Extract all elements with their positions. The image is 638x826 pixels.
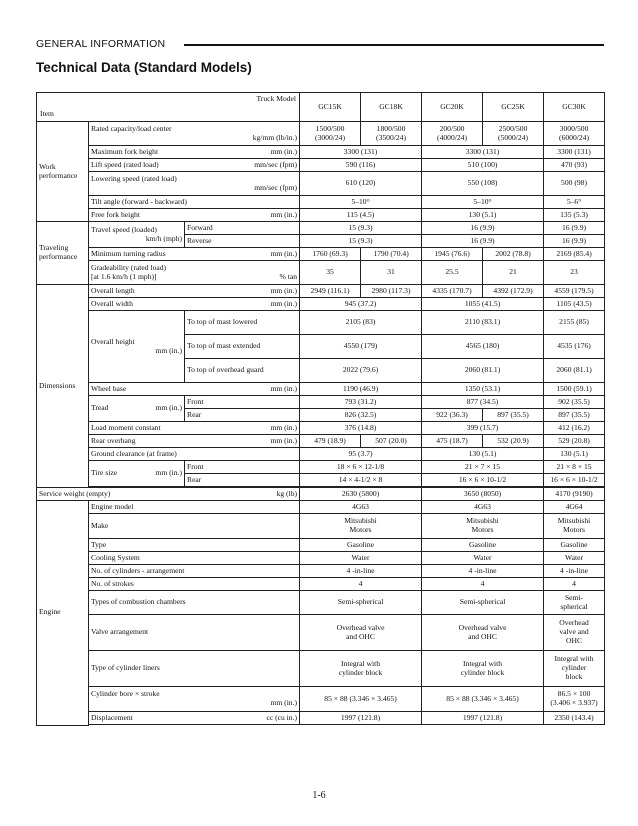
cell: 18 × 6 × 12-1/8 xyxy=(300,461,422,474)
table-row xyxy=(37,196,605,209)
row-label: Displacement cc (cu in.) xyxy=(89,712,300,725)
cell: 877 (34.5) xyxy=(422,396,544,409)
table-row xyxy=(37,435,605,448)
row-label: Types of combustion chambers xyxy=(89,591,300,615)
cell: 2060 (81.1) xyxy=(422,359,544,383)
cell: 529 (20.8) xyxy=(544,435,605,448)
row-label: Travel speed (loaded) km/h (mph) xyxy=(89,222,185,248)
cell: Water xyxy=(544,552,605,565)
table-row xyxy=(37,552,605,565)
section-header xyxy=(36,36,604,54)
row-label: Ground clearance (at frame) xyxy=(89,448,300,461)
row-label: Valve arrangement xyxy=(89,615,300,651)
cell: 4 xyxy=(422,578,544,591)
cell: Mitsubishi Motors xyxy=(422,514,544,539)
cell: 2949 (116.1) xyxy=(300,285,361,298)
spacer-cell xyxy=(89,725,605,726)
page-number: 1-6 xyxy=(312,790,326,801)
cell: 1500/500 (3000/24) xyxy=(300,122,361,146)
row-label: Engine model xyxy=(89,501,300,514)
cell: 86.5 × 100 (3.406 × 3.937) xyxy=(544,687,605,712)
table-row xyxy=(37,311,605,335)
cell: 4535 (176) xyxy=(544,335,605,359)
group-engine: Engine xyxy=(37,501,89,726)
cell: 2002 (78.8) xyxy=(483,248,544,261)
cell: Semi-spherical xyxy=(422,591,544,615)
table-row xyxy=(37,422,605,435)
sub-label: To top of overhead guard xyxy=(185,359,300,383)
table-row xyxy=(37,248,605,261)
cell: 550 (108) xyxy=(422,172,544,196)
cell: 2980 (117.3) xyxy=(361,285,422,298)
cell: 1190 (46.9) xyxy=(300,383,422,396)
cell: 4392 (172.9) xyxy=(483,285,544,298)
table-row xyxy=(37,172,605,196)
sub-label: Rear xyxy=(185,409,300,422)
cell: Integral with cylinder block xyxy=(422,651,544,687)
cell: 902 (35.5) xyxy=(544,396,605,409)
sub-label: Front xyxy=(185,396,300,409)
cell: 2022 (79.6) xyxy=(300,359,422,383)
table-row xyxy=(37,396,605,409)
cell: 4 xyxy=(544,578,605,591)
cell: 4G63 xyxy=(300,501,422,514)
cell: 479 (18.9) xyxy=(300,435,361,448)
cell: Mitsubishi Motors xyxy=(300,514,422,539)
cell: 130 (5.1) xyxy=(422,448,544,461)
section-rule xyxy=(184,44,604,46)
table-row xyxy=(37,261,605,285)
cell: 4 -in-line xyxy=(422,565,544,578)
cell: 1055 (41.5) xyxy=(422,298,544,311)
model-header: GC18K xyxy=(361,93,422,122)
cell: Overhead valve and OHC xyxy=(544,615,605,651)
cell: 4G64 xyxy=(544,501,605,514)
spec-table xyxy=(36,92,605,726)
cell: 23 xyxy=(544,261,605,285)
cell: Integral with cylinder block xyxy=(300,651,422,687)
cell: 4G63 xyxy=(422,501,544,514)
cell: 897 (35.5) xyxy=(483,409,544,422)
cell: 16 (9.9) xyxy=(544,235,605,248)
table-row xyxy=(37,488,605,501)
cell: Gasoline xyxy=(544,539,605,552)
row-label: No. of cylinders - arrangement xyxy=(89,565,300,578)
row-label: Overall width mm (in.) xyxy=(89,298,300,311)
row-label: Lift speed (rated load) mm/sec (fpm) xyxy=(89,159,300,172)
model-header: GC15K xyxy=(300,93,361,122)
cell: 1997 (121.8) xyxy=(300,712,422,725)
cell: 3650 (8050) xyxy=(422,488,544,501)
table-header-row xyxy=(37,93,605,122)
sub-label: To top of mast lowered xyxy=(185,311,300,335)
cell: 1945 (76.6) xyxy=(422,248,483,261)
row-label: Overall height mm (in.) xyxy=(89,311,185,383)
row-label: Make xyxy=(89,514,300,539)
row-label: Tire size mm (in.) xyxy=(89,461,185,487)
cell: Semi-spherical xyxy=(300,591,422,615)
table-row xyxy=(37,539,605,552)
row-label: Load moment constant mm (in.) xyxy=(89,422,300,435)
group-travel: Traveling performance xyxy=(37,222,89,285)
cell: Water xyxy=(300,552,422,565)
cell: 4 -in-line xyxy=(300,565,422,578)
cell: 4559 (179.5) xyxy=(544,285,605,298)
table-row xyxy=(37,122,605,146)
row-label: Lowering speed (rated load) mm/sec (fpm) xyxy=(89,172,300,196)
cell: 5–10° xyxy=(422,196,544,209)
cell: 2060 (81.1) xyxy=(544,359,605,383)
item-label: Item xyxy=(40,109,54,119)
row-label: Rated capacity/load center kg/mm (lb/in.) xyxy=(89,122,300,146)
table-row xyxy=(37,565,605,578)
cell: Gasoline xyxy=(300,539,422,552)
cell: 16 (9.9) xyxy=(422,235,544,248)
cell: 610 (120) xyxy=(300,172,422,196)
row-label: Rear overhang mm (in.) xyxy=(89,435,300,448)
cell: 4565 (180) xyxy=(422,335,544,359)
cell: 21 × 8 × 15 xyxy=(544,461,605,474)
cell: 2155 (85) xyxy=(544,311,605,335)
sub-label: To top of mast extended xyxy=(185,335,300,359)
cell: 1500 (59.1) xyxy=(544,383,605,396)
table-row xyxy=(37,285,605,298)
row-label: Tread mm (in.) xyxy=(89,396,185,422)
row-label: Free fork height mm (in.) xyxy=(89,209,300,222)
header-corner xyxy=(37,93,300,122)
cell: 4170 (9190) xyxy=(544,488,605,501)
cell: 5–10° xyxy=(300,196,422,209)
row-label: Type of cylinder liners xyxy=(89,651,300,687)
cell: 4550 (179) xyxy=(300,335,422,359)
row-label: Overall length mm (in.) xyxy=(89,285,300,298)
cell: 376 (14.8) xyxy=(300,422,422,435)
cell: 3300 (131) xyxy=(544,146,605,159)
cell: 15 (9.3) xyxy=(300,222,422,235)
table-row xyxy=(37,514,605,539)
page-title: Technical Data (Standard Models) xyxy=(36,60,252,75)
cell: 5–6° xyxy=(544,196,605,209)
row-label: Tilt angle (forward - backward) xyxy=(89,196,300,209)
cell: Mitsubishi Motors xyxy=(544,514,605,539)
cell: 130 (5.1) xyxy=(544,448,605,461)
cell: Gasoline xyxy=(422,539,544,552)
table-row xyxy=(37,209,605,222)
cell: 532 (20.9) xyxy=(483,435,544,448)
cell: 95 (3.7) xyxy=(300,448,422,461)
cell: Water xyxy=(422,552,544,565)
model-header: GC20K xyxy=(422,93,483,122)
cell: 16 (9.9) xyxy=(422,222,544,235)
group-dimensions: Dimensions xyxy=(37,285,89,488)
sub-label: Reverse xyxy=(185,235,300,248)
cell: 2500/500 (5000/24) xyxy=(483,122,544,146)
cell: 3300 (131) xyxy=(300,146,422,159)
cell: 1790 (70.4) xyxy=(361,248,422,261)
cell: 135 (5.3) xyxy=(544,209,605,222)
cell: 590 (116) xyxy=(300,159,422,172)
cell: Overhead valve and OHC xyxy=(422,615,544,651)
row-label: Maximum fork height mm (in.) xyxy=(89,146,300,159)
cell: 85 × 88 (3.346 × 3.465) xyxy=(422,687,544,712)
row-label: Type xyxy=(89,539,300,552)
table-row xyxy=(37,578,605,591)
cell: 826 (32.5) xyxy=(300,409,422,422)
row-label: Cylinder bore × stroke mm (in.) xyxy=(89,687,300,712)
table-row xyxy=(37,712,605,725)
row-label: Gradeability (rated load) [at 1.6 km/h (1 mph)] % tan xyxy=(89,261,300,285)
table-row xyxy=(37,687,605,712)
cell: 35 xyxy=(300,261,361,285)
cell: 15 (9.3) xyxy=(300,235,422,248)
cell: 897 (35.5) xyxy=(544,409,605,422)
sub-label: Front xyxy=(185,461,300,474)
row-label: Minimum turning radius mm (in.) xyxy=(89,248,300,261)
row-label: Wheel base mm (in.) xyxy=(89,383,300,396)
cell: 4 xyxy=(300,578,422,591)
cell: 4335 (170.7) xyxy=(422,285,483,298)
cell: 507 (20.0) xyxy=(361,435,422,448)
cell: 500 (98) xyxy=(544,172,605,196)
cell: 3000/500 (6000/24) xyxy=(544,122,605,146)
truck-model-label: Truck Model xyxy=(256,94,297,103)
model-header: GC30K xyxy=(544,93,605,122)
cell: 14 × 4-1/2 × 8 xyxy=(300,474,422,487)
cell: 85 × 88 (3.346 × 3.465) xyxy=(300,687,422,712)
cell: 21 × 7 × 15 xyxy=(422,461,544,474)
cell: Semi- spherical xyxy=(544,591,605,615)
row-label: Cooling System xyxy=(89,552,300,565)
cell: 2110 (83.1) xyxy=(422,311,544,335)
cell: 2169 (85.4) xyxy=(544,248,605,261)
row-label: Service weight (empty) kg (lb) xyxy=(37,488,300,501)
cell: 21 xyxy=(483,261,544,285)
cell: Integral with cylinder block xyxy=(544,651,605,687)
sub-label: Rear xyxy=(185,474,300,487)
cell: 945 (37.2) xyxy=(300,298,422,311)
cell: 16 × 6 × 10-1/2 xyxy=(422,474,544,487)
cell: 399 (15.7) xyxy=(422,422,544,435)
cell: 25.5 xyxy=(422,261,483,285)
cell: 1997 (121.8) xyxy=(422,712,544,725)
table-row xyxy=(37,448,605,461)
cell: Overhead valve and OHC xyxy=(300,615,422,651)
cell: 1800/500 (3500/24) xyxy=(361,122,422,146)
cell: 130 (5.1) xyxy=(422,209,544,222)
table-row xyxy=(37,651,605,687)
sub-label: Forward xyxy=(185,222,300,235)
group-work: Work performance xyxy=(37,122,89,222)
table-row xyxy=(37,298,605,311)
cell: 470 (93) xyxy=(544,159,605,172)
cell: 412 (16.2) xyxy=(544,422,605,435)
section-label: GENERAL INFORMATION xyxy=(36,38,166,50)
cell: 475 (18.7) xyxy=(422,435,483,448)
table-row xyxy=(37,615,605,651)
cell: 1105 (43.5) xyxy=(544,298,605,311)
cell: 2630 (5800) xyxy=(300,488,422,501)
table-row xyxy=(37,159,605,172)
cell: 1350 (53.1) xyxy=(422,383,544,396)
cell: 2105 (83) xyxy=(300,311,422,335)
cell: 115 (4.5) xyxy=(300,209,422,222)
cell: 922 (36.3) xyxy=(422,409,483,422)
cell: 31 xyxy=(361,261,422,285)
cell: 793 (31.2) xyxy=(300,396,422,409)
cell: 1760 (69.3) xyxy=(300,248,361,261)
cell: 16 (9.9) xyxy=(544,222,605,235)
table-row xyxy=(37,501,605,514)
table-row xyxy=(37,222,605,235)
cell: 200/500 (4000/24) xyxy=(422,122,483,146)
table-row xyxy=(37,146,605,159)
table-row xyxy=(37,461,605,474)
table-row xyxy=(37,383,605,396)
cell: 2350 (143.4) xyxy=(544,712,605,725)
table-row xyxy=(37,591,605,615)
row-label: No. of strokes xyxy=(89,578,300,591)
spacer-row xyxy=(37,725,605,726)
cell: 3300 (131) xyxy=(422,146,544,159)
cell: 16 × 6 × 10-1/2 xyxy=(544,474,605,487)
cell: 4 -in-line xyxy=(544,565,605,578)
model-header: GC25K xyxy=(483,93,544,122)
cell: 510 (100) xyxy=(422,159,544,172)
